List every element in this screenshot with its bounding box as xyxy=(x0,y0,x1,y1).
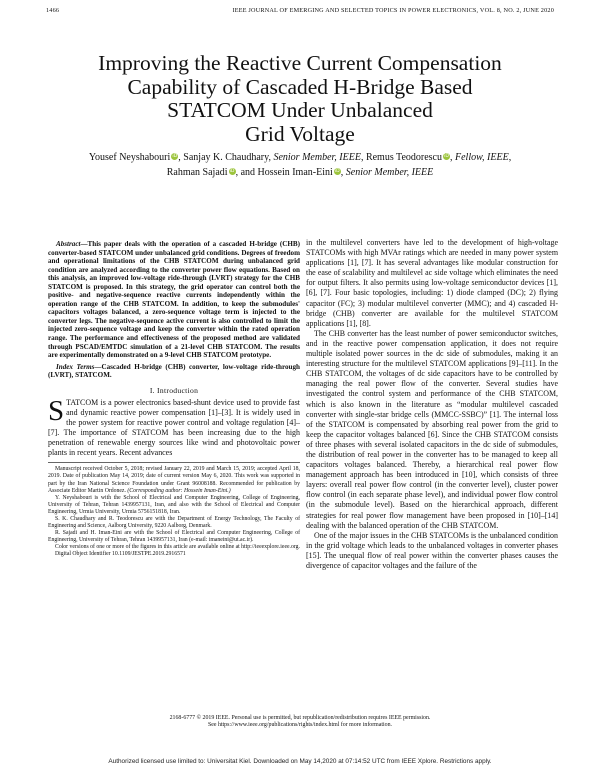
title-line: Grid Voltage xyxy=(245,121,355,146)
drop-cap: S xyxy=(48,394,65,427)
intro-text: TATCOM is a power electronics based-shunt device used to provide fast and dynamic reactive power compensation [1]–[3]. It is widely used in the power system for reactive power control and voltage regulation [4]–[7]. The importance of STATCOM has been increasing due to the high penetration of renewable energy sources like wind and photovoltaic power plants in recent years. Recent advances xyxy=(48,397,300,458)
footnote-doi: Digital Object Identifier 10.1109/JESTPE.2019.2916571 xyxy=(55,551,186,558)
journal-name: IEEE JOURNAL OF EMERGING AND SELECTED TOPICS IN POWER ELECTRONICS, VOL. 8, NO. 2, JUNE 2020 xyxy=(232,7,554,14)
author-membership: Fellow, IEEE xyxy=(455,152,509,163)
footnote-divider xyxy=(48,462,300,463)
license-watermark: Authorized licensed use limited to: Universitat Kiel. Downloaded on May 14,2020 at 07:14:52 UTC from IEEE Xplore. Restrictions apply. xyxy=(108,758,492,765)
author-name: and Hossein Iman-Eini xyxy=(240,167,333,178)
copyright-footer xyxy=(0,715,600,730)
body-paragraph: One of the major issues in the CHB STATCOMs is the unbalanced condition in the grid voltage which leads to the unbalanced voltages in converter phases [15]. The unequal flow of real power within the converter phases causes the divergence of capacitor voltages and the failure of the xyxy=(306,530,558,570)
title-line: Improving the Reactive Current Compensation xyxy=(98,51,502,75)
index-terms-text: —Cascaded H-bridge (CHB) converter, low-voltage ride-through (LVRT), STATCOM. xyxy=(48,362,300,380)
orcid-icon[interactable]: iD xyxy=(229,169,235,174)
footnote-affiliation: Y. Neyshabouri is with the School of Electrical and Computer Engineering, College of Engineering, University of Tehran, Tehran 1439957131, Iran, and also with the School of Electrical and Computer Engineering, Urmia University, Urmia 5756151818, Iran. xyxy=(48,494,300,515)
orcid-icon[interactable]: iD xyxy=(172,154,178,159)
author-name: Rahman Sajadi xyxy=(166,167,228,178)
intro-paragraph xyxy=(48,394,300,459)
right-column xyxy=(306,238,558,571)
body-paragraph: The CHB converter has the least number of power semiconductor switches, and in the reactive power compensation application, it does not require multiple isolated power sources in the dc side of submodules, making it an interesting structure for the multilevel STATCOM applications [9]–[11]. In the CHB STATCOM, the voltages of dc side capacitors have to be controlled by managing the real power flow of the converter. Several studies have investigated the control system and performance of the CHB STATCOM, which is also known in the literature as “modular multilevel cascaded converter with single-star bridge cells (MMCC-SSBC)” [1]. The internal loss of the STATCOM is compensated by absorbing real power from the grid to keep the capacitor voltages balanced [6]. Since the CHB STATCOM consists of three phases with several isolated capacitors in the dc side of submodules, the distribution of real power in the converter has to be managed to keep all capacitors voltages balanced. Thereby, a hierarchical real power flow management approach has been introduced in [10], which consists of three layers: overall real power flow control (in the converter level), cluster power flow control (in each separate phase level), and individual power flow control (in the submodule level). Based on the hierarchical approach, different strategies for real power flow management have been proposed in [10]–[14] dealing with the balanced operation of the CHB STATCOM. xyxy=(306,328,558,530)
abstract xyxy=(48,240,300,360)
author-line-2: Rahman Sajadi iD, and Hossein Iman-Eini iD, Senior Member, IEEE xyxy=(166,167,434,178)
footnote-corresponding: (Corresponding author: Hossein Iman-Eini.) xyxy=(127,487,231,494)
orcid-icon[interactable]: iD xyxy=(334,169,340,174)
author-name: Sanjay K. Chaudhary, xyxy=(183,152,271,163)
footnote-affiliation: S. K. Chaudhary and R. Teodorescu are with the Department of Energy Technology, The Faculty of Engineering and Science, Aalborg University, 9220 Aalborg, Denmark. xyxy=(48,515,300,530)
footnote-affiliation: R. Sajadi and H. Iman-Eini are with the School of Electrical and Computer Engineering, College of Engineering, University of Tehran, Tehran 1439957131, Iran (e-mail: imaneini@ut.ac.ir). xyxy=(48,530,300,544)
title-line: STATCOM Under Unbalanced xyxy=(167,98,433,122)
orcid-icon[interactable]: iD xyxy=(444,154,449,159)
author-line-1: Yousef Neyshabouri iD, Sanjay K. Chaudhary, Senior Member, IEEE, Remus Teodorescu iD, Fellow, IEEE, xyxy=(88,152,512,163)
title-line: Capability of Cascaded H-Bridge Based xyxy=(127,74,473,99)
section-heading: I. Introduction xyxy=(149,385,199,395)
author-list xyxy=(48,150,552,180)
page-number: 1466 xyxy=(46,7,60,14)
footnote-manuscript xyxy=(48,466,300,494)
abstract-text: —This paper deals with the operation of a cascaded H-bridge (CHB) converter-based STATCOM under unbalanced grid conditions. Degrees of freedom and operational limitations of the CHB STATCOM during unbalanced grid condition are analyzed according to the converter power flow equations. Based on this analysis, an improved low-voltage ride-through (LVRT) strategy for the CHB STATCOM is proposed. In this strategy, the grid operator can control both the positive- and negative-sequence reactive currents independently within the operation range of the CHB STATCOM. In addition, to keep the submodules' capacitors voltages balanced, a zero-sequence voltage term is injected to the converter legs. The negative-sequence active current is also controlled to limit the injected zero-sequence voltage and keep the converter within the rated operation range. The performance and effectiveness of the proposed method are validated through PSCAD/EMTDC simulation of a 21-level CHB STATCOM. The results are experimentally demonstrated on a 9-level CHB STATCOM prototype. xyxy=(48,240,300,360)
author-name: Yousef Neyshabouri xyxy=(88,152,171,163)
paper-title xyxy=(40,52,560,146)
abstract-label: Abstract xyxy=(56,240,81,248)
left-column xyxy=(48,240,300,559)
index-terms xyxy=(48,363,300,380)
body-paragraph: in the multilevel converters have led to the development of high-voltage STATCOMs with high MVAr ratings which are needed in many power system applications [1], [7]. It has several advantages like modular construction for the ease of scalability and multilevel ac side voltage which eliminates the need for output filters. It also permits using low-voltage semiconductor devices [1], [6], [7]. Four basic topologies, including: 1) diode clamped (DC); 2) flying capacitor (FC); 3) modular multilevel converter (MMC); and 4) cascaded H-bridge (CHB) converter are available for the multilevel STATCOM applications [1], [8]. xyxy=(306,238,558,328)
rights-link-line[interactable]: See https://www.ieee.org/publications/rights/index.html for more information. xyxy=(207,722,393,729)
index-terms-label: Index Terms xyxy=(56,362,95,371)
footnote-text: Manuscript received October 5, 2018; revised January 22, 2019 and March 15, 2019; accepted April 18, 2019. Date of publication May 14, 2019; date of current version May 6, 2020. This work was supported in part by the Iran National Science Foundation under Grant 96008188. Recommended for publication by Associate Editor Martin Ordonez. xyxy=(48,466,300,494)
copyright-line: 2168-6777 © 2019 IEEE. Personal use is permitted, but republication/redistribution requires IEEE permission. xyxy=(169,715,431,721)
author-membership: Senior Member, IEEE xyxy=(273,152,361,163)
author-name: Remus Teodorescu xyxy=(365,152,442,163)
footnote-color: Color versions of one or more of the figures in this article are available online at http://ieeexplore.ieee.org. xyxy=(55,544,300,551)
author-membership: Senior Member, IEEE xyxy=(345,167,434,178)
